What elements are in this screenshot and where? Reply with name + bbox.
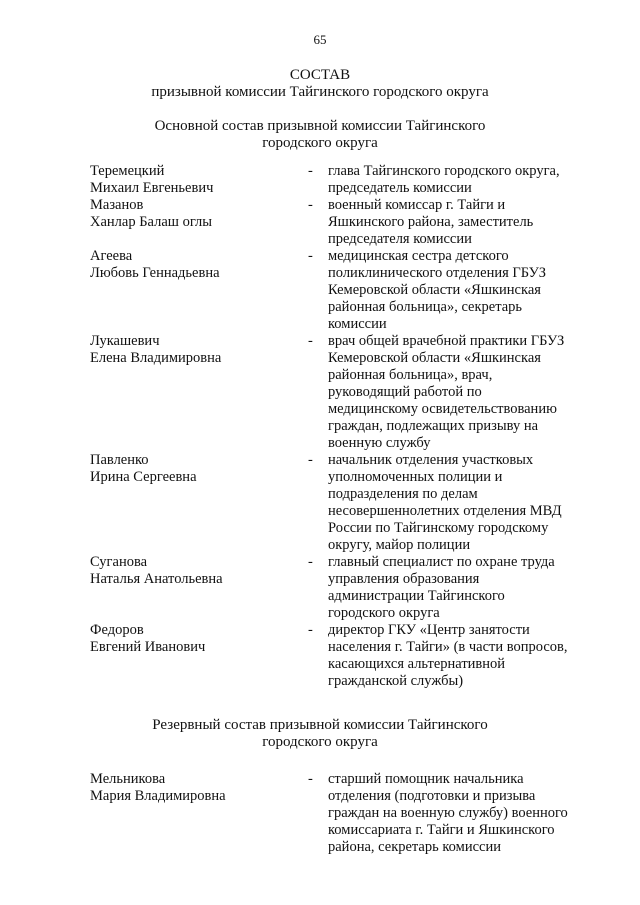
member-name xyxy=(90,333,308,452)
main-section-heading xyxy=(0,118,640,152)
member-name xyxy=(90,622,308,690)
member-surname: Теремецкий xyxy=(90,163,165,179)
member-name xyxy=(90,197,308,248)
reserve-members-list xyxy=(90,771,590,856)
member-given-names: Любовь Геннадьевна xyxy=(90,265,220,281)
member-given-names: Наталья Анатольевна xyxy=(90,571,223,587)
document-title: СОСТАВ xyxy=(289,67,351,83)
member-given-names: Елена Владимировна xyxy=(90,350,222,366)
main-section-heading-line2: городского округа xyxy=(262,135,378,151)
member-role: старший помощник начальника отделения (подготовки и призыва граждан на военную службу) военного комиссариата г. Тайги и Яшкинского района, секретарь комиссии xyxy=(328,771,568,855)
member-given-names: Михаил Евгеньевич xyxy=(90,180,214,196)
main-members-list xyxy=(90,163,590,690)
member-role: военный комиссар г. Тайги и Яшкинского района, заместитель председателя комиссии xyxy=(328,197,534,247)
member-role: врач общей врачебной практики ГБУЗ Кемеровской области «Яшкинская районная больница», врач, руководящий работой по медицинскому освидетельствованию граждан, подлежащих призыву на военную службу xyxy=(328,333,565,451)
member-surname: Мельникова xyxy=(90,771,166,787)
member-role: медицинская сестра детского поликлинического отделения ГБУЗ Кемеровской области «Яшкинская районная больница», секретарь комиссии xyxy=(328,248,546,332)
member-surname: Павленко xyxy=(90,452,149,468)
member-surname: Агеева xyxy=(90,248,133,264)
member-surname: Суганова xyxy=(90,554,148,570)
member-dash: - xyxy=(308,197,313,213)
member-dash: - xyxy=(308,622,313,638)
member-role: начальник отделения участковых уполномоченных полиции и подразделения по делам несовершеннолетних отделения МВД России по Тайгинскому городскому округу, майор полиции xyxy=(328,452,562,553)
document-title-block xyxy=(0,67,640,101)
member-role: директор ГКУ «Центр занятости населения г. Тайги» (в части вопросов, касающихся альтернативной гражданской службы) xyxy=(328,622,568,689)
member-surname: Лукашевич xyxy=(90,333,160,349)
member-dash: - xyxy=(308,771,313,787)
member-name xyxy=(90,771,308,856)
member-role: глава Тайгинского городского округа, председатель комиссии xyxy=(328,163,560,196)
member-given-names: Евгений Иванович xyxy=(90,639,206,655)
reserve-section-heading-line2: городского округа xyxy=(262,734,378,750)
main-section-heading-line1: Основной состав призывной комиссии Тайгинского xyxy=(154,118,486,134)
member-dash: - xyxy=(308,333,313,349)
member-entry xyxy=(90,197,590,248)
page-number: 65 xyxy=(313,32,327,47)
member-surname: Мазанов xyxy=(90,197,144,213)
member-given-names: Ирина Сергеевна xyxy=(90,469,197,485)
member-entry xyxy=(90,452,590,554)
member-name xyxy=(90,452,308,554)
member-dash: - xyxy=(308,248,313,264)
member-dash: - xyxy=(308,163,313,179)
member-entry xyxy=(90,622,590,690)
member-dash: - xyxy=(308,554,313,570)
member-name xyxy=(90,248,308,333)
member-name xyxy=(90,163,308,197)
member-entry xyxy=(90,163,590,197)
member-entry xyxy=(90,333,590,452)
member-entry xyxy=(90,248,590,333)
document-subtitle: призывной комиссии Тайгинского городского округа xyxy=(151,84,489,100)
member-role: главный специалист по охране труда управления образования администрации Тайгинского городского округа xyxy=(328,554,555,621)
member-dash: - xyxy=(308,452,313,468)
reserve-section-heading xyxy=(0,717,640,751)
member-given-names: Ханлар Балаш оглы xyxy=(90,214,213,230)
reserve-section-heading-line1: Резервный состав призывной комиссии Тайгинского xyxy=(152,717,488,733)
member-given-names: Мария Владимировна xyxy=(90,788,226,804)
member-entry xyxy=(90,771,590,856)
member-surname: Федоров xyxy=(90,622,144,638)
member-name xyxy=(90,554,308,622)
member-entry xyxy=(90,554,590,622)
